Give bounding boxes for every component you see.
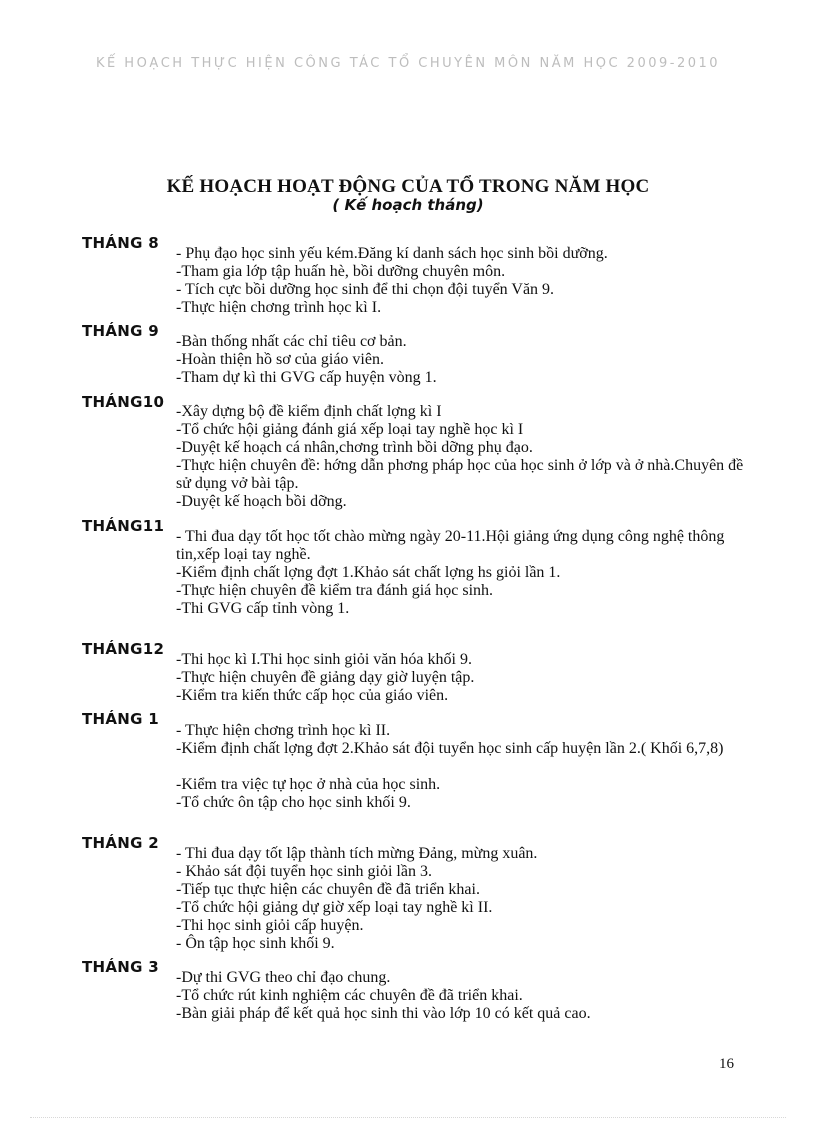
plan-item: -Duyệt kế hoạch bồi dỡng. [176, 493, 347, 510]
month-label: THÁNG 8 [82, 234, 160, 252]
page-number: 16 [719, 1056, 734, 1072]
plan-item: - Ôn tập học sinh khối 9. [176, 935, 335, 952]
plan-item: - Tích cực bồi dưỡng học sinh để thi chọn đội tuyển Văn 9. [176, 281, 555, 298]
plan-item: -Kiểm định chất lợng đợt 1.Khảo sát chất lợng hs giỏi lần 1. [176, 564, 561, 581]
plan-item: - Thực hiện chơng trình học kì II. [176, 722, 391, 739]
month-label: THÁNG10 [82, 393, 165, 411]
plan-item: -Kiểm định chất lợng đợt 2.Khảo sát đội tuyển học sinh cấp huyện lần 2.( Khối 6,7,8) [176, 740, 724, 757]
running-header [0, 52, 816, 70]
plan-item: -Dự thi GVG theo chỉ đạo chung. [176, 969, 391, 986]
plan-item: -Tham dự kì thi GVG cấp huyện vòng 1. [176, 369, 437, 386]
plan-item: -Hoàn thiện hồ sơ của giáo viên. [176, 351, 384, 368]
month-label: THÁNG 3 [82, 958, 160, 976]
plan-item: -Thi học kì I.Thi học sinh giỏi văn hóa khối 9. [176, 651, 472, 668]
plan-item: - Khảo sát đội tuyển học sinh giỏi lần 3. [176, 863, 432, 880]
plan-item: - Phụ đạo học sinh yếu kém.Đăng kí danh sách học sinh bồi dưỡng. [176, 245, 608, 262]
plan-item: -Thực hiện chơng trình học kì I. [176, 299, 382, 316]
month-label: THÁNG12 [82, 640, 165, 658]
plan-item: - Thi đua dạy tốt học tốt chào mừng ngày 20-11.Hội giảng ứng dụng công nghệ thông tin,xếp loại tay nghề. [176, 528, 725, 563]
document-subtitle: ( Kế hoạch tháng) [332, 196, 484, 214]
plan-item: -Tham gia lớp tập huấn hè, bồi dưỡng chuyên môn. [176, 263, 506, 280]
month-label: THÁNG 9 [82, 322, 160, 340]
plan-item: -Bàn thống nhất các chỉ tiêu cơ bản. [176, 333, 407, 350]
month-label: THÁNG 2 [82, 834, 160, 852]
plan-item: -Tổ chức rút kinh nghiệm các chuyên đề đã triển khai. [176, 987, 523, 1004]
plan-item: -Bàn giải pháp để kết quả học sinh thi vào lớp 10 có kết quả cao. [176, 1005, 591, 1022]
running-header-text: KẾ HOẠCH THỰC HIỆN CÔNG TÁC TỔ CHUYÊN MÔN NĂM HỌC 2009-2010 [95, 56, 721, 70]
month-label: THÁNG11 [82, 517, 165, 535]
plan-item: -Thực hiện chuyên đề kiểm tra đánh giá học sinh. [176, 582, 494, 599]
plan-item: -Tổ chức hội giảng đánh giá xếp loại tay nghề học kì I [176, 421, 524, 438]
footer-divider [30, 1117, 786, 1118]
plan-item: -Duyệt kế hoạch cá nhân,chơng trình bồi dỡng phụ đạo. [176, 439, 533, 456]
plan-item: -Thực hiện chuyên đề: hớng dẫn phơng pháp học của học sinh ở lớp và ở nhà.Chuyên đề sử dụng vở bài tập. [176, 457, 744, 492]
document-title: KẾ HOẠCH HOẠT ĐỘNG CỦA TỔ TRONG NĂM HỌC [166, 176, 650, 197]
plan-item: -Thi học sinh giỏi cấp huyện. [176, 917, 364, 934]
plan-item: -Tổ chức ôn tập cho học sinh khối 9. [176, 794, 411, 811]
plan-item: -Kiểm tra kiến thức cấp học của giáo viên. [176, 687, 449, 704]
plan-item: - Thi đua dạy tốt lập thành tích mừng Đảng, mừng xuân. [176, 845, 538, 862]
plan-item: -Tiếp tục thực hiện các chuyên đề đã triển khai. [176, 881, 480, 898]
plan-item: -Kiểm tra việc tự học ở nhà của học sinh. [176, 776, 441, 793]
plan-item: -Thực hiện chuyên đề giảng dạy giờ luyện tập. [176, 669, 475, 686]
month-label: THÁNG 1 [82, 710, 160, 728]
plan-item: -Tổ chức hội giảng dự giờ xếp loại tay nghề kì II. [176, 899, 493, 916]
plan-item: -Xây dựng bộ đề kiểm định chất lợng kì I [176, 403, 442, 420]
plan-item: -Thi GVG cấp tỉnh vòng 1. [176, 600, 350, 617]
